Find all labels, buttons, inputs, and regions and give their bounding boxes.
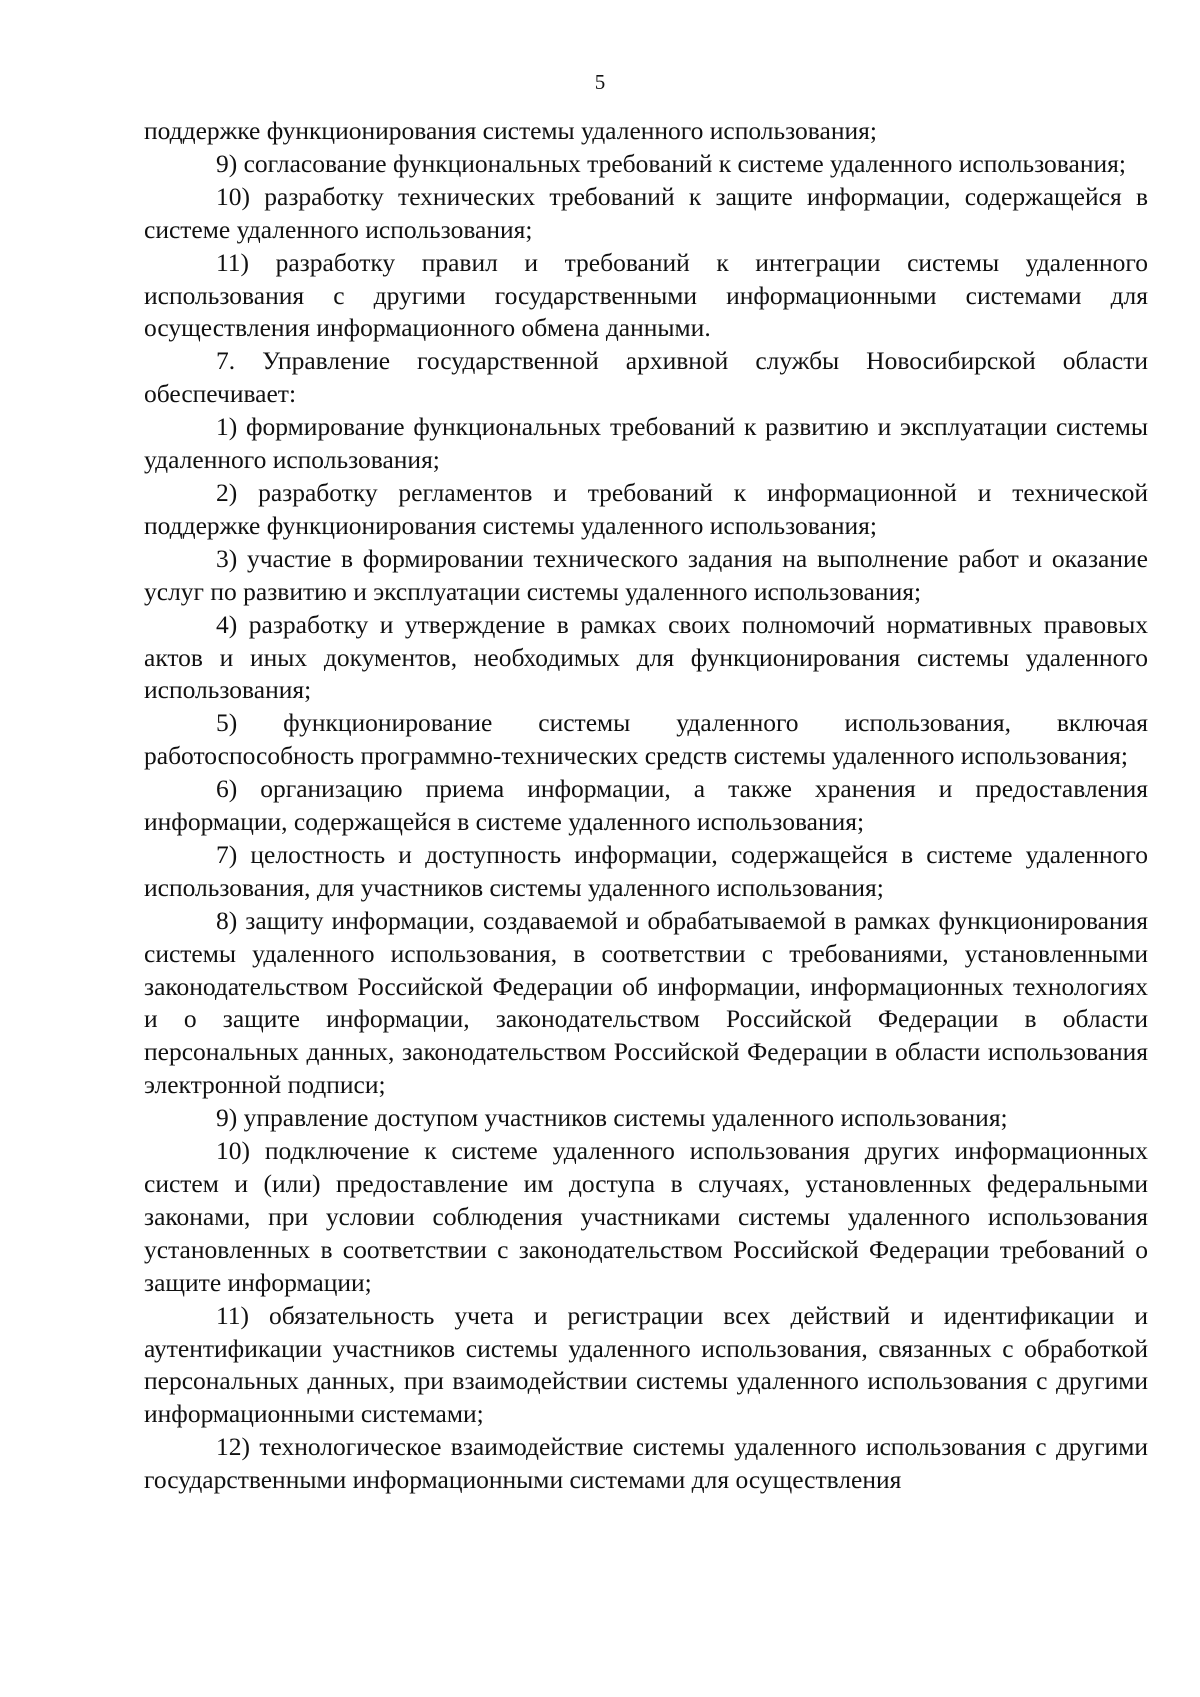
paragraph-item-12: 12) технологическое взаимодействие системы удаленного использования с другими государственными информационными системами для осуществления xyxy=(144,1432,1148,1495)
paragraph-item-4: 4) разработку и утверждение в рамках своих полномочий нормативных правовых актов и иных документов, необходимых для функционирования системы удаленного использования; xyxy=(144,609,1148,705)
paragraph-item-10b: 10) подключение к системе удаленного использования других информационных систем и (или) предоставление им доступа в случаях, установленных федеральными законами, при условии соблюдения участниками системы удаленного использования установленных в соответствии с законодательством Российской Федерации требований о защите информации; xyxy=(144,1136,1148,1297)
paragraph-item-6: 6) организацию приема информации, а также хранения и предоставления информации, содержащейся в системе удаленного использования; xyxy=(144,774,1148,837)
paragraph-item-9b: 9) управление доступом участников системы удаленного использования; xyxy=(216,1103,1008,1133)
paragraph-item-10: 10) разработку технических требований к защите информации, содержащейся в системе удаленного использования; xyxy=(144,181,1148,244)
paragraph-item-5: 5) функционирование системы удаленного использования, включая работоспособность программно-технических средств системы удаленного использования; xyxy=(144,708,1148,771)
paragraph-item-7: 7) целостность и доступность информации, содержащейся в системе удаленного использования, для участников системы удаленного использования; xyxy=(144,839,1148,902)
paragraph-item-11b: 11) обязательность учета и регистрации всех действий и идентификации и аутентификации участников системы удаленного использования, связанных с обработкой персональных данных, при взаимодействии системы удаленного использования с другими информационными системами; xyxy=(144,1300,1148,1429)
paragraph-item-8: 8) защиту информации, создаваемой и обрабатываемой в рамках функционирования системы удаленного использования, в соответствии с требованиями, установленными законодательством Российской Федерации об информации, информационных технологиях и о защите информации, законодательством Российской Федерации в области персональных данных, законодательством Российской Федерации в области использования электронной подписи; xyxy=(144,905,1148,1100)
paragraph-clause-7: 7. Управление государственной архивной службы Новосибирской области обеспечивает: xyxy=(144,346,1148,409)
paragraph-item-9: 9) согласование функциональных требований к системе удаленного использования; xyxy=(216,148,1126,178)
paragraph-item-1: 1) формирование функциональных требований к развитию и эксплуатации системы удаленного использования; xyxy=(144,412,1148,475)
paragraph-item-11: 11) разработку правил и требований к интеграции системы удаленного использования с другими государственными информационными системами для осуществления информационного обмена данными. xyxy=(144,247,1148,343)
page-number: 5 xyxy=(594,70,606,94)
document-body xyxy=(144,115,1148,1497)
paragraph-item-3: 3) участие в формировании технического задания на выполнение работ и оказание услуг по развитию и эксплуатации системы удаленного использования; xyxy=(144,543,1148,606)
paragraph-continuation: поддержке функционирования системы удаленного использования; xyxy=(144,116,877,145)
paragraph-item-2: 2) разработку регламентов и требований к информационной и технической поддержке функционирования системы удаленного использования; xyxy=(144,477,1148,540)
